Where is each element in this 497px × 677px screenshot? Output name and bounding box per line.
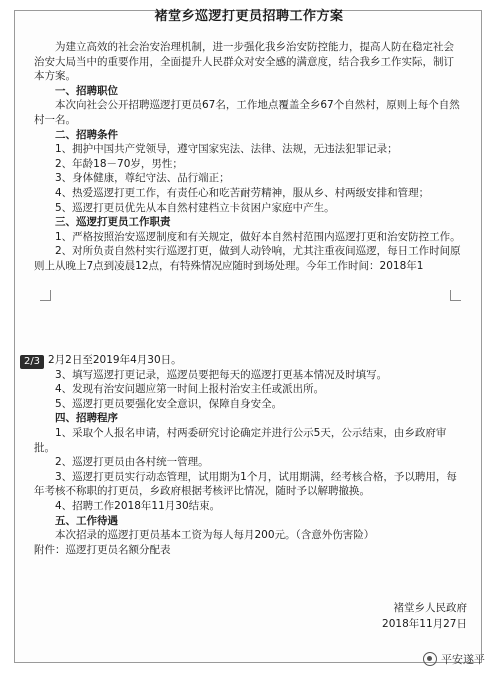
section-4-heading: 四、招聘程序 [55, 412, 118, 425]
list-item: 4、招聘工作2018年11月30结束。 [55, 499, 221, 512]
crop-mark [40, 290, 51, 301]
list-item: 1、严格按照治安巡逻制度和有关规定，做好本自然村范围内巡逻打更和治安防控工作。 [55, 230, 461, 243]
signature-block [382, 600, 467, 632]
list-item: 4、热爱巡逻打更工作，有责任心和吃苦耐劳精神，服从乡、村两级安排和管理； [55, 186, 430, 199]
wechat-icon [423, 652, 437, 666]
list-item: 3、填写巡逻打更记录，巡逻员要把每天的巡逻打更基本情况及时填写。 [55, 368, 388, 381]
list-item: 3、巡逻打更员实行动态管理，试用期为1个月，试用期满，经考核合格，予以聘用，每年考核不称职的打更员，乡政府根据考核评比情况，随时予以解聘撤换。 [34, 470, 457, 498]
section-5-text: 本次招录的巡逻打更员基本工资为每人每月200元。（含意外伤害险） [55, 529, 375, 542]
attachment-line: 附件：巡逻打更员名额分配表 [34, 543, 171, 556]
section-1-heading: 一、招聘职位 [55, 84, 118, 97]
section-3-heading: 三、巡逻打更员工作职责 [55, 216, 171, 229]
section-1-text: 本次向社会公开招聘巡逻打更员67名，工作地点覆盖全乡67个自然村，原则上每个自然村一名。 [34, 99, 460, 126]
list-item: 2、年龄18－70岁，男性； [55, 157, 183, 170]
intro-paragraph: 为建立高效的社会治安治理机制，进一步强化我乡治安防控能力，提高人防在稳定社会治安大局当中的重要作用，全面提升人民群众对安全感的满意度，结合我乡工作实际，制订本方案。 [34, 41, 454, 83]
document-page-2 [34, 353, 464, 557]
section-2-heading: 二、招聘条件 [55, 128, 118, 141]
page-number-badge: 2/3 [20, 355, 44, 369]
continuation-text: 2月2日至2019年4月30日。 [48, 354, 182, 366]
watermark [423, 651, 485, 667]
watermark-text: 平安遂平 [441, 653, 485, 666]
list-item: 3、身体健康，尊纪守法、品行端正； [55, 172, 230, 185]
list-item: 5、巡逻打更员优先从本自然村建档立卡贫困户家庭中产生。 [55, 201, 335, 214]
list-item: 5、巡逻打更员要强化安全意识，保障自身安全。 [55, 397, 283, 410]
list-item: 4、发现有治安问题应第一时间上报村治安主任或派出所。 [55, 383, 325, 396]
issue-date: 2018年11月27日 [382, 618, 467, 630]
issuer-name: 褚堂乡人民政府 [393, 602, 467, 614]
list-item: 2、巡逻打更员由各村统一管理。 [55, 456, 209, 469]
list-item: 2、对所负责自然村实行巡逻打更，做到人动铃响，尤其注重夜间巡逻，每日工作时间原则上从晚上7点到凌晨12点，有特殊情况应随时到场处理。今年工作时间：2018年1 [34, 245, 461, 272]
list-item: 1、拥护中国共产党领导，遵守国家宪法、法律、法规，无违法犯罪记录； [55, 143, 398, 156]
document-title: 褚堂乡巡逻打更员招聘工作方案 [154, 9, 344, 24]
section-5-heading: 五、工作待遇 [55, 514, 118, 527]
list-item: 1、采取个人报名申请，村两委研究讨论确定并进行公示5天，公示结束，由乡政府审批。 [34, 426, 447, 454]
crop-mark [450, 290, 461, 301]
